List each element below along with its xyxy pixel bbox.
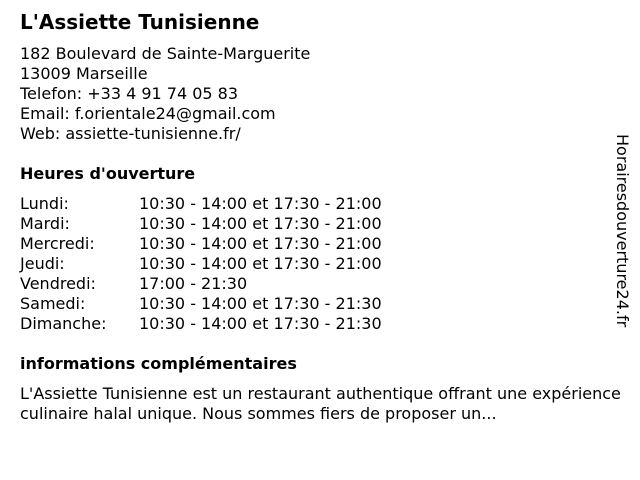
time-range: 10:30 - 14:00 et 17:30 - 21:30 (139, 314, 382, 333)
hours-row-wednesday (20, 234, 440, 254)
restaurant-name: L'Assiette Tunisienne (20, 10, 260, 34)
day-label: Samedi: (20, 294, 86, 313)
time-range: 10:30 - 14:00 et 17:30 - 21:00 (139, 214, 382, 233)
website-text[interactable]: Web: assiette-tunisienne.fr/ (20, 124, 241, 143)
day-label: Mardi: (20, 214, 70, 233)
time-range: 10:30 - 14:00 et 17:30 - 21:00 (139, 194, 382, 213)
address-line-city: 13009 Marseille (20, 64, 148, 83)
time-range: 10:30 - 14:00 et 17:30 - 21:30 (139, 294, 382, 313)
hours-row-tuesday (20, 214, 440, 234)
additional-info-heading: informations complémentaires (20, 354, 297, 373)
hours-row-sunday (20, 314, 440, 334)
opening-hours-heading: Heures d'ouverture (20, 164, 196, 183)
time-range: 17:00 - 21:30 (139, 274, 248, 293)
contact-block (20, 44, 310, 144)
phone-text[interactable]: Telefon: +33 4 91 74 05 83 (20, 84, 239, 103)
day-label: Lundi: (20, 194, 69, 213)
restaurant-description: L'Assiette Tunisienne est un restaurant authentique offrant une expérience culinaire halal unique. Nous sommes fiers de proposer un... (20, 384, 621, 423)
day-label: Jeudi: (20, 254, 65, 273)
hours-row-friday (20, 274, 440, 294)
hours-row-saturday (20, 294, 440, 314)
hours-row-thursday (20, 254, 440, 274)
site-watermark-text: Horairesdouverture24.fr (613, 134, 632, 328)
address-line-street: 182 Boulevard de Sainte-Marguerite (20, 44, 311, 63)
opening-hours-table (20, 194, 440, 334)
day-label: Mercredi: (20, 234, 95, 253)
day-label: Vendredi: (20, 274, 96, 293)
time-range: 10:30 - 14:00 et 17:30 - 21:00 (139, 234, 382, 253)
time-range: 10:30 - 14:00 et 17:30 - 21:00 (139, 254, 382, 273)
email-text[interactable]: Email: f.orientale24@gmail.com (20, 104, 276, 123)
hours-row-monday (20, 194, 440, 214)
day-label: Dimanche: (20, 314, 107, 333)
